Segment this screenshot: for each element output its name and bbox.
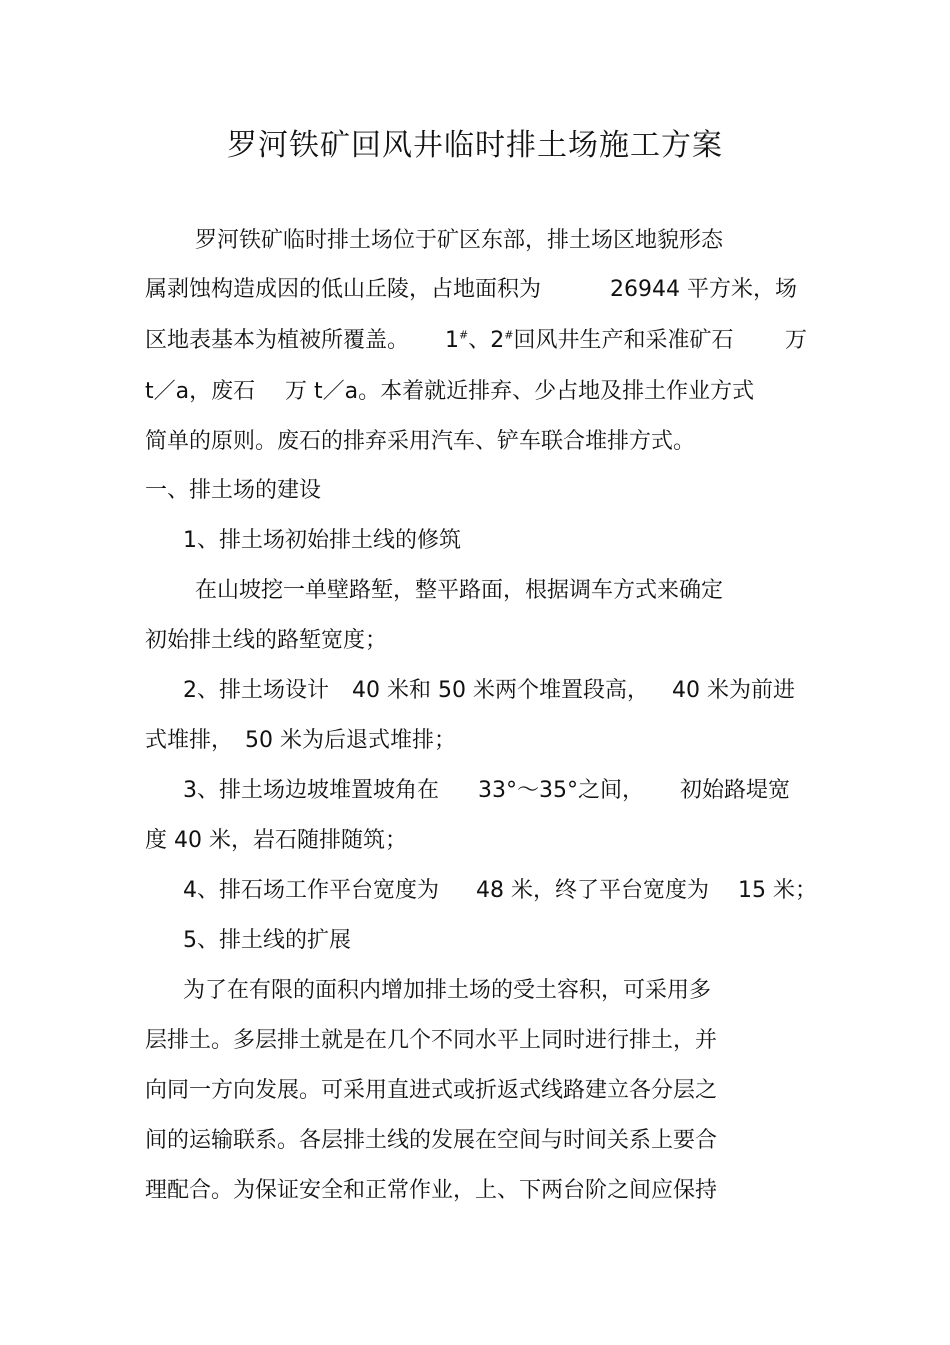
- paragraph-line: [738, 876, 817, 906]
- text-run: 48 米，终了平台宽度为: [476, 878, 709, 903]
- paragraph-line: [672, 676, 795, 706]
- paragraph-line: [145, 275, 541, 305]
- paragraph-line: [145, 1076, 717, 1106]
- text-run: 2、排土场设计: [183, 678, 329, 703]
- paragraph-line: [145, 826, 407, 856]
- paragraph-line: [145, 377, 255, 407]
- paragraph-line: [145, 626, 387, 656]
- paragraph-line: [285, 377, 754, 407]
- paragraph-line: [352, 676, 649, 706]
- text-run: 33°～35°之间，: [478, 778, 644, 803]
- paragraph-line: [785, 326, 807, 356]
- text-run: 间的运输联系。各层排土线的发展在空间与时间关系上要合: [145, 1128, 718, 1153]
- text-run: 50 米为后退式堆排；: [245, 728, 456, 753]
- text-run: 向同一方向发展。可采用直进式或折返式线路建立各分层之: [145, 1078, 718, 1103]
- text-run: 式堆排，: [145, 728, 234, 753]
- subsection-heading: [183, 926, 351, 956]
- text-run: 简单的原则。废石的排弃采用汽车、铲车联合堆排方式。: [145, 429, 696, 454]
- text-run: 区地表基本为植被所覆盖。: [145, 328, 410, 353]
- section-heading: [145, 476, 321, 506]
- text-run: 5、排土线的扩展: [183, 928, 351, 953]
- text-run: 初始路堤宽: [680, 778, 791, 803]
- paragraph-line: [145, 1026, 717, 1056]
- paragraph-line: [680, 776, 790, 806]
- text-run: 、2: [468, 328, 505, 353]
- superscript-mark: #: [459, 328, 469, 342]
- text-run: 40 米和 50 米两个堆置段高，: [352, 678, 649, 703]
- text-run: 40 米为前进: [672, 678, 795, 703]
- text-run: 4、排石场工作平台宽度为: [183, 878, 439, 903]
- paragraph-line: [476, 876, 709, 906]
- text-run: 理配合。为保证安全和正常作业，上、下两台阶之间应保持: [145, 1178, 718, 1203]
- document-title: 罗河铁矿回风井临时排土场施工方案: [227, 128, 723, 163]
- paragraph-line: [478, 776, 644, 806]
- paragraph-line: [145, 1126, 717, 1156]
- text-run: 回风井生产和采准矿石: [513, 328, 734, 353]
- paragraph-line: [245, 726, 456, 756]
- text-run: 为了在有限的面积内增加排土场的受土容积，可采用多: [183, 978, 712, 1003]
- text-run: 在山坡挖一单壁路堑，整平路面，根据调车方式来确定: [195, 578, 724, 603]
- text-run: 15 米；: [738, 878, 817, 903]
- subsection-heading: [183, 526, 461, 556]
- text-run: 3、排土场边坡堆置坡角在: [183, 778, 439, 803]
- superscript-mark: #: [504, 328, 514, 342]
- text-run: 初始排土线的路堑宽度；: [145, 628, 388, 653]
- paragraph-line: [195, 576, 723, 606]
- text-run: t／a，废石: [145, 379, 256, 404]
- paragraph-line: [610, 275, 797, 305]
- paragraph-line: [145, 726, 233, 756]
- text-run: 万: [785, 328, 808, 353]
- text-run: 层排土。多层排土就是在几个不同水平上同时进行排土，并: [145, 1028, 718, 1053]
- paragraph-line: [183, 976, 711, 1006]
- text-run: 1: [445, 328, 459, 353]
- paragraph-line: [183, 776, 439, 806]
- text-run: 万 t／a。本着就近排弃、少占地及排土作业方式: [285, 379, 755, 404]
- paragraph-line: [195, 226, 723, 256]
- paragraph-line: [145, 1176, 717, 1206]
- text-run: 属剥蚀构造成因的低山丘陵，占地面积为: [145, 277, 542, 302]
- text-run: 1、排土场初始排土线的修筑: [183, 528, 461, 553]
- text-run: 一、排土场的建设: [145, 478, 322, 503]
- paragraph-line: [145, 326, 409, 356]
- paragraph-line: [183, 876, 439, 906]
- paragraph-line: [145, 427, 695, 457]
- paragraph-line: [183, 676, 329, 706]
- text-run: 26944 平方米，场: [610, 277, 797, 302]
- text-run: 罗河铁矿临时排土场位于矿区东部，排土场区地貌形态: [195, 228, 724, 253]
- paragraph-line: [445, 326, 733, 356]
- text-run: 度 40 米，岩石随排随筑；: [145, 828, 407, 853]
